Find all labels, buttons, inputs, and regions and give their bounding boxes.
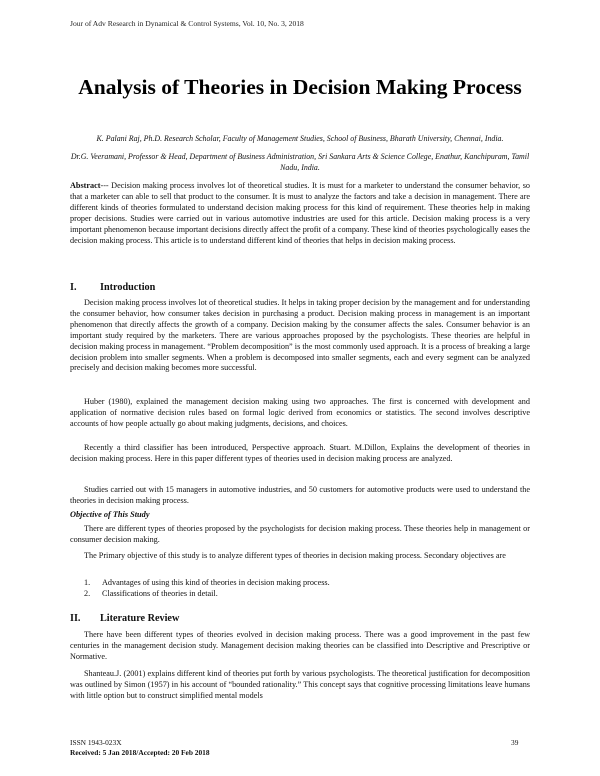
paragraph-text: Huber (1980), explained the management decision making using two approaches. The first is concerned with development and application of normative decision rules based on formal logic derived from economics or statistics. The second involves descriptive accounts of how people actually go about making judgments, decisions, and choices. [70, 397, 530, 428]
article-title: Analysis of Theories in Decision Making Process [78, 75, 522, 99]
objective-heading: Objective of This Study [70, 510, 150, 519]
section-title: Introduction [100, 282, 156, 293]
literature-paragraph-2 [70, 669, 530, 702]
section-number: II. [70, 613, 81, 624]
abstract-text: --- Decision making process involves lot of theoretical studies. It is must for a marketer to understand the consumer behavior, so that a marketer can able to sell that product to the consumer. It is must to analyze the factors and take a decision in management. There are different kinds of theories formulated to understand decision making process for this kind of requirement. These theories help in making proper decisions. Studies were carried out in various automotive industries are used for this article. Decision making process is a very important phenomenon because important decisions directly affect the profit of a company. These kind of theories psychologically eases the decision making process. This article is to understand different kind of theories that helps in decision making process. [70, 181, 530, 245]
section-heading-introduction [70, 282, 155, 293]
list-number: 1. [84, 578, 91, 587]
running-head: Jour of Adv Research in Dynamical & Control Systems, Vol. 10, No. 3, 2018 [70, 19, 304, 28]
footer-page-number: 39 [511, 738, 519, 747]
abstract-label: Abstract [70, 181, 101, 190]
paragraph-text: There have been different types of theories evolved in decision making process. There was a good improvement in the past few centuries in the management decision study. Management decision making theories can be classified into Descriptive and Prescriptive or Normative. [70, 630, 530, 661]
list-text: Classifications of theories in detail. [102, 588, 218, 598]
intro-paragraph-3 [70, 443, 530, 465]
list-item [84, 578, 524, 589]
intro-paragraph-2 [70, 397, 530, 430]
paragraph-text: There are different types of theories proposed by the psychologists for decision making process. These theories help in management or consumer decision making. [70, 524, 530, 544]
abstract [70, 181, 530, 246]
author-affiliation-1: K. Palani Raj, Ph.D. Research Scholar, Faculty of Management Studies, School of Business, Bharath University, Chennai, India. [96, 134, 504, 143]
author-affiliation-2: Dr.G. Veeramani, Professor & Head, Department of Business Administration, Sri Sankara Arts & Science College, Enathur, Kanchipuram, Tamil Nadu, India. [70, 152, 530, 172]
objective-paragraph-1 [70, 524, 530, 546]
paragraph-text: Decision making process involves lot of theoretical studies. It helps in taking proper decision by the management and for understanding the consumer behavior, how consumer takes decision in purchasing a product. Decision making process in management is an important phenomenon that directly affects the growth of a company. Decision making by the consumer affects the sales. Consumer behavior is an important study required by the marketers. There are various approaches proposed by the psychologists. These theories are helpful in decision making process in management. “Problem decomposition” is the most commonly used approach. It is a process of breaking a large decision problem into smaller segments. When a problem is decomposed into smaller segments, each and every segment can be analyzed precisely and decision making becomes more successful. [70, 298, 530, 373]
footer-received-accepted: Received: 5 Jan 2018/Accepted: 20 Feb 2018 [70, 748, 210, 757]
intro-paragraph-1 [70, 298, 530, 374]
footer-issn: ISSN 1943-023X [70, 738, 122, 747]
objectives-list [84, 578, 524, 600]
list-item [84, 589, 524, 600]
paragraph-text: Recently a third classifier has been introduced, Perspective approach. Stuart. M.Dillon, Explains the development of theories in decision making process. Here in this paper different types of theories used in decision making process are analyzed. [70, 443, 530, 463]
paragraph-text: Studies carried out with 15 managers in automotive industries, and 50 customers for automotive products were used to understand the theories in decision making process. [70, 485, 530, 505]
list-number: 2. [84, 588, 91, 598]
literature-paragraph-1 [70, 630, 530, 663]
paragraph-text: The Primary objective of this study is to analyze different types of theories in decision making process. Secondary objectives are [84, 551, 506, 560]
intro-paragraph-4 [70, 485, 530, 507]
section-title: Literature Review [100, 613, 180, 624]
section-number: I. [70, 282, 77, 293]
paragraph-text: Shanteau.J. (2001) explains different kind of theories put forth by various psychologists. The theoretical justification for decomposition was outlined by Simon (1957) in his account of “bounded rationality.” This concept says that cognitive processing limitations leave humans with little option but to construct simplified mental models [70, 669, 530, 700]
list-text: Advantages of using this kind of theories in decision making process. [102, 578, 330, 587]
objective-paragraph-2 [70, 551, 530, 562]
section-heading-literature-review [70, 613, 179, 624]
